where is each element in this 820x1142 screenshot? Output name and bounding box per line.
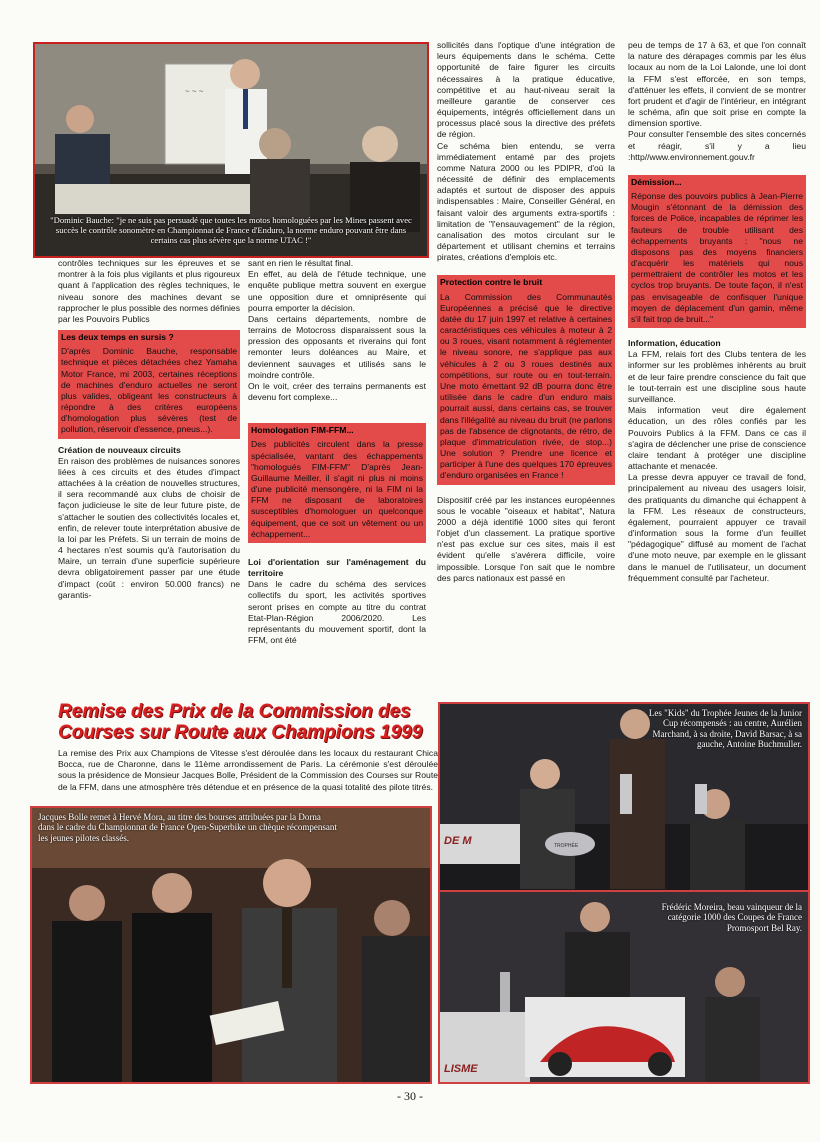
- col2-paragraph: Dans le cadre du schéma des services collectifs du sport, les activités sportives seront prises en compte au titre du contrat Etat-Plan-Région 2006/2020. Les représentants du mouvement sportif, dont la FFM, ont été: [248, 579, 426, 646]
- col1-paragraph: En raison des problèmes de nuisances sonores liées à ces circuits et des études d'impact attachées à la création de nouvelles structures, il sera recommandé aux clubs de choisir de façon judicieuse le site de leur future piste, de s'attacher le soutien des collectivités locales et, enfin, de relever toute interprétation abusive de la loi par les Préfets. Si un terrain de moins de 4 hectares n'est soumis qu'à l'autorisation du Maire, un terrain d'une superficie supérieure devra obligatoirement passer par une étude d'impact (coût : environ 50.000 francs) ne garantis-: [58, 455, 240, 600]
- trophy-text: TROPHÉE: [554, 843, 579, 849]
- sidebar-text-homologation: Des publicités circulent dans la presse spécialisée, vantant des échappements "homologués FIM-FFM" D'après Jean-Guillaume Meiller, il s'agit ni plus ni moins d'une publicité mensongère, ni la FIM ni la FFM ne disposant de laboratoires susceptibles d'homologuer un quelconque équipement, que ce soit un vêtement ou un échappement...: [248, 438, 426, 543]
- article-intro: La remise des Prix aux Champions de Vitesse s'est déroulée dans les locaux du restaurant Chica Bocca, rue de Charonne, dans le 11ème arrondissement de Paris. La cérémonie s'est déroulée sous la présidence de Monsieur Jacques Bolle, Président de la Commission des Courses sur Route de la FFM, dans une atmosphère très détendue et en présence de la quasi totalité des pilote titrés.: [58, 748, 438, 792]
- banner-text: LISME: [444, 1063, 478, 1075]
- col1-paragraph: contrôles techniques sur les épreuves et se montrer à la fois plus vigilants et plus rigoureux quant à l'application des règles techniques, le niveau sonore des machines devant se rapprocher le plus possible des normes définies par les Pouvoirs Publics: [58, 258, 241, 324]
- col2-paragraph: Dans certains départements, nombre de terrains de Motocross disparaissent sous la pression des opposants et riverains qui font remonter leurs doléances au Maire, et deviennent sauvages et utilisés sans le moindre contrôle.: [248, 313, 426, 380]
- meeting-photo-caption: "Dominic Bauche: "je ne suis pas persuadé que toutes les motos homologuées par les Mines passent avec succès le contrôle sonomètre en Championnat de France d'Enduro, la norme enduro pouvant être dans certains cas plus sévère que la norme UTAC !": [50, 215, 412, 245]
- col4-paragraph: La presse devra appuyer ce travail de fond, principalement au niveau des usagers loisir, des pratiquants du dimanche qui échappent à la FFM. Les réseaux de constructeurs, également, pourraient appuyer ce travail d'information sous la forme d'un feuillet "pédagogique" diffusé au moment de l'achat d'une moto neuve, par exemple en le glissant dans le manuel de l'utilisateur, un document fréquemment consulté par l'acheteur.: [628, 472, 806, 583]
- meeting-photo: [33, 42, 429, 258]
- sidebar-text-deux-temps: D'après Dominic Bauche, responsable technique et pièces détachées chez Yamaha Motor France, mi 2003, certaines réceptions de machines d'enduro actuelles ne seront plus valides, obligeant les constructeurs à répondre à des critères européens d'homologation plus sévères (test de pollution, réservoir d'essence, pneus...).: [58, 345, 240, 438]
- junior-cup-photo-caption: Les "Kids" du Trophée Jeunes de la Junior Cup récompensés : au centre, Aurélien Marchand, à sa droite, David Barsac, à sa gauche, Antoine Buchmuller.: [648, 708, 802, 750]
- promosport-photo-caption: Frédéric Moreira, beau vainqueur de la catégorie 1000 des Coupes de France Promosport Bel Ray.: [661, 902, 802, 933]
- sidebar-title-homologation: Homologation FIM-FFM...: [248, 423, 426, 438]
- column-1: [58, 258, 240, 601]
- col4-paragraph: La FFM, relais fort des Clubs tentera de les informer sur les problèmes inhérents au bruit et de leur faire prendre conscience du fait que le tout-terrain est une discipline sous haute surveillance.: [628, 349, 806, 404]
- column-4: [628, 40, 806, 584]
- whiteboard-text: ~ ~ ~: [185, 87, 204, 96]
- col2-paragraph: On le voit, créer des terrains permanents est devenu fort complexe...: [248, 380, 426, 403]
- page-number: - 30 -: [397, 1089, 423, 1103]
- col4-paragraph: Mais information veut dire également éducation, un des rôles confiés par les Pouvoirs Publics à la FFM. Dans ce cas il s'agira de déclencher une prise de conscience claire tendant à protéger une discipline attachante et menacée.: [628, 405, 806, 472]
- ceremony-photo: [30, 806, 432, 1084]
- sidebar-title-deux-temps: Les deux temps en sursis ?: [58, 330, 240, 345]
- section-heading-loi: Loi d'orientation sur l'aménagement du territoire: [248, 556, 426, 579]
- col4-paragraph: Pour consulter l'ensemble des sites concernés et réagir, s'il y a lieu :http//www.environnement.gouv.fr: [628, 129, 806, 162]
- sidebar-text-bruit: La Commission des Communautés Européennes a précisé que le directive datée du 17 juin 1997 et relative à certaines caractéristiques ces véhicules à moteur à 2 ou 3 roues, visant notamment à réglementer le niveau sonore, ne s'applique pas aux véhicules à 2 ou 3 roues destinés aux compétitions, sur route ou en tout-terrain. Une moto émettant 92 dB pourra donc être utilisée dans le cadre d'un enduro mais pourrait aussi, dans certains cas, se trouver dans l'illégalité au niveau du bruit (ne parlons pas de l'absence de clignotants, de rétro, de plaque d'immatriculation rivée, de stop...) Une solution ? Prendre une licence et participer à l'une des quelques 170 épreuves d'enduro organisées en France !: [437, 291, 615, 485]
- junior-cup-photo: [438, 702, 810, 898]
- column-3: [437, 40, 615, 584]
- section-heading-information: Information, éducation: [628, 338, 721, 349]
- col2-paragraph: En effet, au delà de l'étude technique, une enquête publique mettra souvent en exergue une opposition dure et omniprésente qui pourra emporter la décision.: [248, 269, 426, 313]
- promosport-photo: [438, 890, 810, 1084]
- sidebar-title-demission: Démission...: [628, 175, 806, 190]
- ceremony-photo-caption: Jacques Bolle remet à Hervé Mora, au titre des bourses attribuées par la Dorna dans le cadre du Championnat de France Open-Superbike un chèque récompensant les jeunes pilotes classés.: [38, 812, 337, 843]
- col3-paragraph: sollicités dans l'optique d'une intégration de leurs équipements dans le schéma. Cette opportunité de faire figurer les circuits nécessaires à la pratique éducative, compétitive et au haut-niveau serait la meilleure garantie de conserver ces équipements, intégrés officiellement dans un processus placé sous la directive des préfets de région.: [437, 40, 615, 140]
- col3-paragraph: Dispositif créé par les instances européennes sous le vocable "oiseaux et habitat", Natura 2000 a déjà identifié 1000 sites qui feront l'objet d'un classement. La pratique sportive n'est pas exclue sur ces sites, mais il est évident qu'elle s'avérera difficile, voire impossible. Lorsque l'on sait que le nombre des parcs nationaux est passé en: [437, 494, 615, 583]
- col3-paragraph: Ce schéma bien entendu, se verra immédiatement entamé par des projets comme Natura 2000 ou les PDIPR, d'où la nécessité de définir des emplacements adaptés et surtout de disposer des appuis indispensables : Maire, Conseiller Général, en faisant valoir des arguments extra-sportifs : limitation de "l'ensauvagement" de la région, canalisation des motos circulant sur le département et utilisant chemins et terrains pirates, créations d'emplois etc.: [437, 140, 615, 263]
- column-2: [248, 258, 426, 646]
- ceremony-scene: [32, 808, 430, 1082]
- article-title: Remise des Prix de la Commission des Courses sur Route aux Champions 1999: [58, 701, 423, 743]
- col2-paragraph: sant en rien le résultat final.: [248, 258, 354, 268]
- col4-paragraph: peu de temps de 17 à 63, et que l'on connaît la nature des dérapages commis par les élus locaux au nom de la Loi Lalonde, une loi dont la FFM s'est efforcée, en son temps, d'atténuer les effets, il convient de se montrer fort prudent et d'agir de l'intérieur, en intégrant le schéma, afin que soit prise en compte la dimension sportive.: [628, 40, 806, 129]
- sidebar-title-bruit: Protection contre le bruit: [437, 275, 615, 290]
- sidebar-text-demission: Réponse des pouvoirs publics à Jean-Pierre Mougin s'étonnant de la démission des forces de Police, incapables de réprimer les fauteurs de trouble utilisant des échappements bruyants : "nous ne disposons pas des moyens financiers d'acquérir les matériels qui nous permettraient de contrôler les motos et les cyclos trop bruyants. De toute façon, il n'est pas envisageable de confisquer l'unique moyen de déplacement d'un gamin, même s'il fait trop de bruit...": [628, 190, 806, 328]
- section-heading-circuits: Création de nouveaux circuits: [58, 444, 181, 455]
- banner-text: DE M: [444, 835, 472, 847]
